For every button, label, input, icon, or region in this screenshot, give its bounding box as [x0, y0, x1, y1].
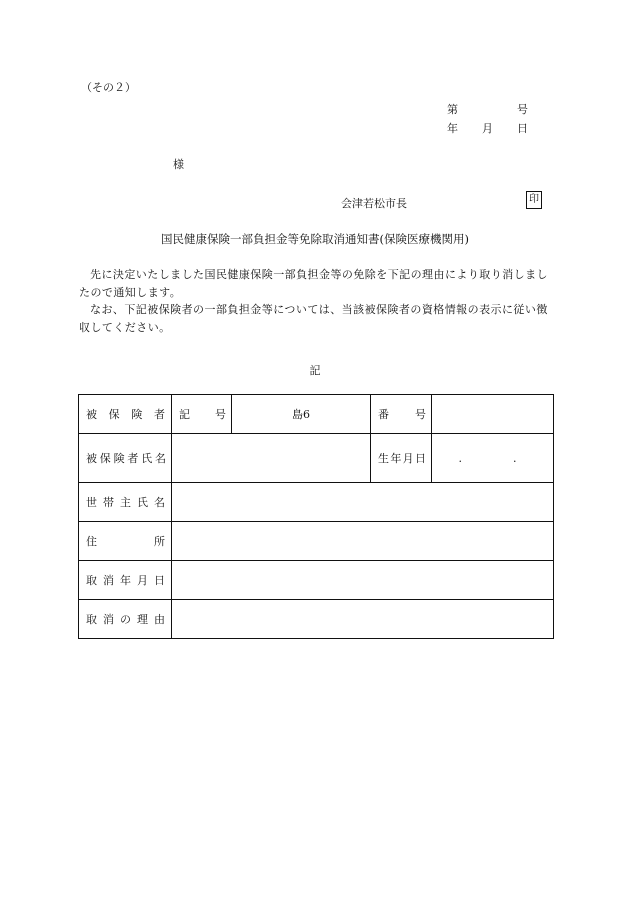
insured-name-label: 被保険者氏名 — [79, 434, 172, 483]
body-paragraph-2: なお、下記被保険者の一部負担金等については、当該被保険者の資格情報の表示に従い徴収してください。 — [79, 303, 548, 334]
householder-label: 世帯主氏名 — [79, 483, 172, 522]
table-row-insured-name — [79, 434, 554, 483]
table-row-cancel-date — [79, 561, 554, 600]
insured-info-table — [78, 394, 554, 639]
issuer-name: 会津若松市長 — [341, 197, 407, 210]
body-paragraph-1: 先に決定いたしました国民健康保険一部負担金等の免除を下記の理由により取り消しましたので通知します。 — [79, 268, 548, 299]
date-day-label: 日 — [517, 122, 528, 135]
insured-name-value — [172, 434, 371, 483]
cancel-reason-value — [172, 600, 554, 639]
notice-body — [79, 266, 553, 336]
address-label: 住所 — [79, 522, 172, 561]
document-number-suffix: 号 — [517, 103, 528, 116]
form-number-heading: （その２） — [81, 81, 136, 94]
insured-label: 被保険者 — [79, 395, 172, 434]
cancel-date-label: 取消年月日 — [79, 561, 172, 600]
cancel-date-value — [172, 561, 554, 600]
householder-value — [172, 483, 554, 522]
table-row-address — [79, 522, 554, 561]
birthdate-value: . . — [432, 434, 554, 483]
table-row-insured — [79, 395, 554, 434]
document-title: 国民健康保険一部負担金等免除取消通知書(保険医療機関用) — [161, 232, 469, 246]
bangou-label: 番号 — [371, 395, 432, 434]
document-number-prefix: 第 — [447, 103, 458, 116]
cancel-reason-label: 取消の理由 — [79, 600, 172, 639]
kigou-value: 島6 — [232, 395, 371, 434]
address-value — [172, 522, 554, 561]
ki-marker: 記 — [309, 364, 321, 377]
kigou-label: 記号 — [172, 395, 232, 434]
seal-stamp-box: 印 — [526, 191, 542, 209]
bangou-value — [432, 395, 554, 434]
addressee-suffix: 様 — [173, 158, 184, 171]
birthdate-label: 生年月日 — [371, 434, 432, 483]
date-year-label: 年 — [447, 122, 458, 135]
date-month-label: 月 — [482, 122, 493, 135]
table-row-householder — [79, 483, 554, 522]
table-row-cancel-reason — [79, 600, 554, 639]
